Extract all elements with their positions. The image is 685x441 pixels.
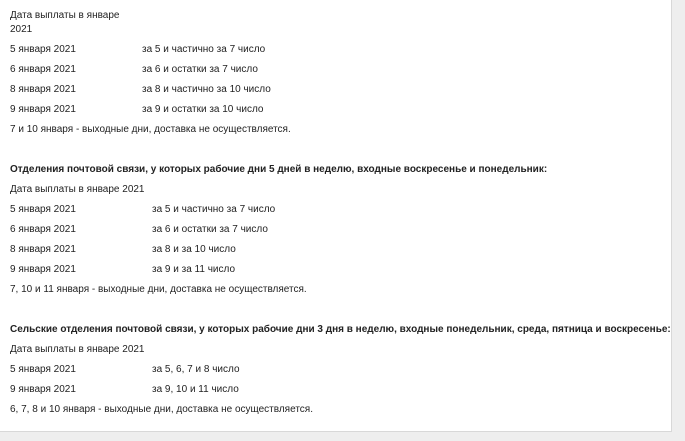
section2-row-desc: за 6 и остатки за 7 число: [152, 224, 268, 235]
section1-row-date: 9 января 2021: [10, 104, 76, 115]
section1-row-desc: за 8 и частично за 10 число: [142, 84, 271, 95]
section3-title: Сельские отделения почтовой связи, у которых рабочие дни 3 дня в неделю, входные понедельник, среда, пятница и воскресенье:: [10, 324, 671, 335]
section2-row-date: 5 января 2021: [10, 204, 76, 215]
section1-header-line2: 2021: [10, 24, 33, 35]
section2-row-desc: за 8 и за 10 число: [152, 244, 236, 255]
section1-note: 7 и 10 января - выходные дни, доставка не осуществляется.: [10, 124, 291, 135]
section2-title: Отделения почтовой связи, у которых рабочие дни 5 дней в неделю, входные воскресенье и понедельник:: [10, 164, 548, 175]
section1-row-desc: за 5 и частично за 7 число: [142, 44, 266, 55]
section3-header: Дата выплаты в январе 2021: [10, 344, 145, 355]
section2-header: Дата выплаты в январе 2021: [10, 184, 145, 195]
section3-row-desc: за 5, 6, 7 и 8 число: [152, 364, 240, 375]
section1-row-date: 5 января 2021: [10, 44, 76, 55]
section2-row-date: 9 января 2021: [10, 264, 76, 275]
section1-row-desc: за 9 и остатки за 10 число: [142, 104, 264, 115]
section2-row-date: 8 января 2021: [10, 244, 76, 255]
section3-note: 6, 7, 8 и 10 января - выходные дни, доставка не осуществляется.: [10, 404, 313, 415]
section3-row-date: 9 января 2021: [10, 384, 76, 395]
section3-row-desc: за 9, 10 и 11 число: [152, 384, 239, 395]
section1-row-date: 8 января 2021: [10, 84, 76, 95]
section1-header-line1: Дата выплаты в январе: [10, 10, 120, 21]
section1-row-desc: за 6 и остатки за 7 число: [142, 64, 258, 75]
section3-row-date: 5 января 2021: [10, 364, 76, 375]
section1-row-date: 6 января 2021: [10, 64, 76, 75]
section2-row-desc: за 9 и за 11 число: [152, 264, 236, 275]
section2-note: 7, 10 и 11 января - выходные дни, доставка не осуществляется.: [10, 284, 307, 295]
section2-row-desc: за 5 и частично за 7 число: [152, 204, 276, 215]
section2-row-date: 6 января 2021: [10, 224, 76, 235]
